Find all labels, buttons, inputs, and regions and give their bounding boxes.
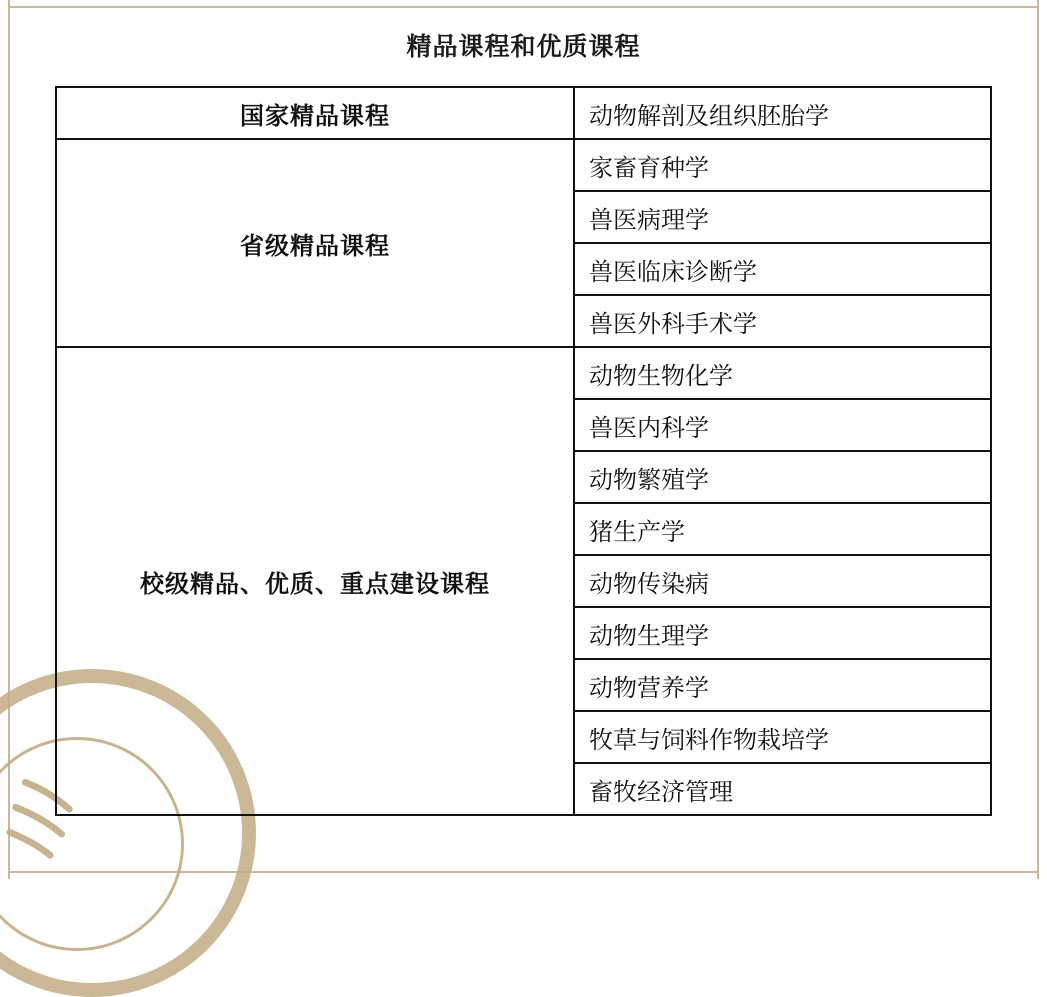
- course-cell: 兽医病理学: [574, 191, 991, 243]
- course-table-container: [55, 86, 990, 816]
- page-title: 精品课程和优质课程: [406, 34, 641, 61]
- page-frame-bottom-border: [8, 871, 1039, 873]
- table-row: [56, 139, 991, 191]
- page-frame-left-border: [8, 0, 10, 879]
- course-cell: 动物解剖及组织胚胎学: [574, 87, 991, 139]
- course-cell: 畜牧经济管理: [574, 763, 991, 815]
- course-cell: 动物营养学: [574, 659, 991, 711]
- course-cell: 兽医外科手术学: [574, 295, 991, 347]
- course-cell: 兽医内科学: [574, 399, 991, 451]
- course-cell: 牧草与饲料作物栽培学: [574, 711, 991, 763]
- category-cell-provincial: 省级精品课程: [56, 139, 574, 347]
- course-cell: 动物繁殖学: [574, 451, 991, 503]
- table-row: [56, 347, 991, 399]
- course-cell: 动物传染病: [574, 555, 991, 607]
- page-frame-top-border: [8, 6, 1039, 8]
- table-row: [56, 87, 991, 139]
- page-frame-right-border: [1037, 0, 1039, 879]
- course-cell: 动物生理学: [574, 607, 991, 659]
- course-table: [55, 86, 992, 816]
- category-cell-school: 校级精品、优质、重点建设课程: [56, 347, 574, 815]
- course-cell: 猪生产学: [574, 503, 991, 555]
- course-cell: 动物生物化学: [574, 347, 991, 399]
- course-cell: 兽医临床诊断学: [574, 243, 991, 295]
- course-cell: 家畜育种学: [574, 139, 991, 191]
- category-cell-national: 国家精品课程: [56, 87, 574, 139]
